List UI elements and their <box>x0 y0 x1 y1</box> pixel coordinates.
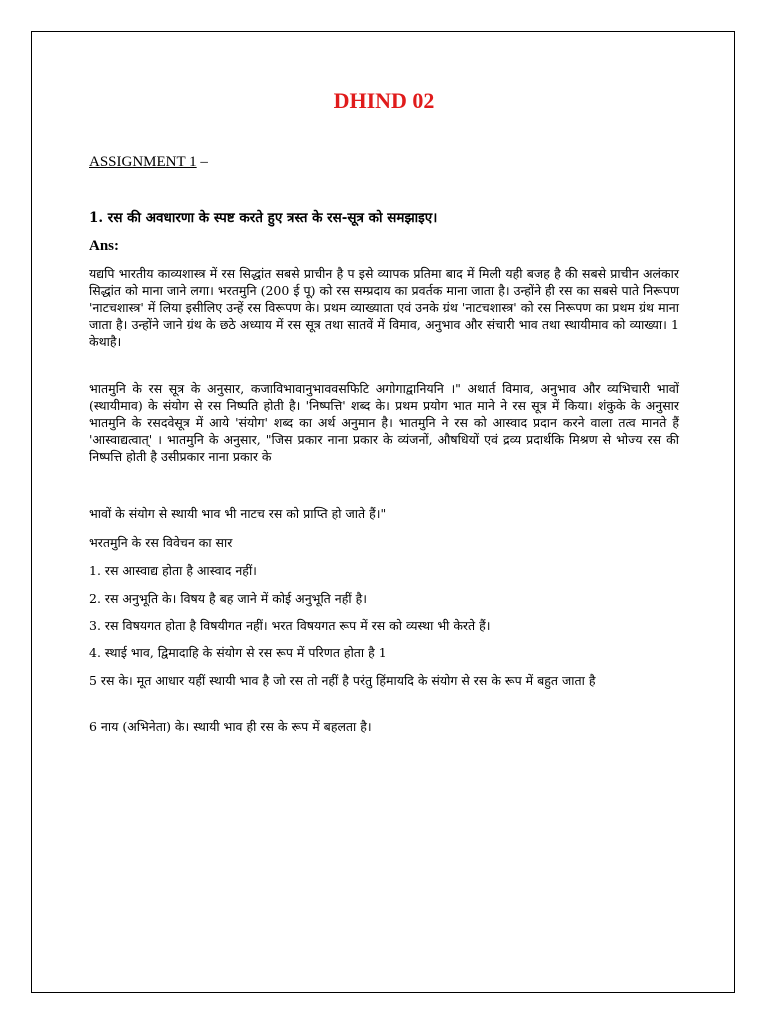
paragraph-2: भातमुनि के रस सूत्र के अनुसार, कजाविभावानुभाववसफिटि अगोगाद्वानियनि ।" अथार्त विमाव, अनुभाव और व्यभिचारी भावों (स्थायीमाव) के संयोग से रस निष्पति होती है। 'निष्पत्ति' शब्द के। प्रथम प्रयोग भात माने ने रस सूत्र में किया। शंकुके के अनुसार भातमुनि के रसदवेसूत्र में आये 'संयोग' शब्द का अर्थ अनुमान है। भातमुनि ने रस को आस्वाद प्रदान करने वाला तत्व मानते हैं 'आस्वाद्यत्वात्' । भातमुनि के अनुसार, "जिस प्रकार नाना प्रकार के व्यंजनों, औषधियों एवं द्रव्य प्रदार्थकि मिश्रण से भोज्य रस की निष्पत्ति होती है उसीप्रकार नाना प्रकार के <box>89 381 679 464</box>
list-item: 3. रस विषयगत होता है विषयीगत नहीं। भरत विषयगत रूप में रस को व्यस्था भी केरते हैं। <box>89 618 491 633</box>
assignment-label: ASSIGNMENT 1 <box>89 154 197 170</box>
list-item: 4. स्थाई भाव, द्विमादाहि के संयोग से रस रूप में परिणत होता है 1 <box>89 645 387 660</box>
summary-heading: भरतमुनि के रस विवेचन का सार <box>89 535 233 550</box>
assignment-heading <box>89 154 208 171</box>
paragraph-1: यद्यपि भारतीय काव्यशास्त्र में रस सिद्धांत सबसे प्राचीन है प इसे व्यापक प्रतिमा बाद में मिली यही बजह है की सबसे प्राचीन अलंकार सिद्धांत को माना जाने लगा। भरतमुनि (200 ई पू) को रस सम्प्रदाय का प्रवर्तक माना जाता है। उन्होंने ही रस का सबसे पाते निरूपण 'नाटचशास्त्र' में लिया इसीलिए उन्हें रस विरूपण के। प्रथम व्याख्याता एवं उनके ग्रंथ 'नाटचशास्त्र' को रस निरूपण का प्रथम ग्रंथ माना जाता है। उन्होंने जाने ग्रंथ के छठे अध्याय में रस सूत्र तथा सातवें में विमाव, अनुभाव और संचारी भाव तथा स्थायीमाव को व्याख्या। 1 केथाहै। <box>89 266 679 349</box>
document-title: DHIND 02 <box>333 88 435 113</box>
answer-label: Ans: <box>89 238 120 254</box>
assignment-dash: – <box>196 154 208 170</box>
paragraph-3: भावों के संयोग से स्थायी भाव भी नाटच रस को प्राप्ति हो जाते हैं।" <box>89 506 387 521</box>
question-text: 1. रस की अवधारणा के स्पष्ट करते हुए त्रस्त के रस-सूत्र को समझाइए। <box>89 210 438 226</box>
list-item: 2. रस अनुभूति के। विषय है बह जाने में कोई अनुभूति नहीं है। <box>89 591 367 606</box>
list-item: 6 नाय (अभिनेता) के। स्थायी भाव ही रस के रूप में बहलता है। <box>89 719 372 734</box>
list-item: 5 रस के। मूत आधार यहीं स्थायी भाव है जो रस तो नहीं है परंतु हिंमायदि के संयोग से रस के रूप में बहुत जाता है <box>89 673 596 688</box>
list-item: 1. रस आस्वाद्य होता है आस्वाद नहीं। <box>89 563 257 578</box>
